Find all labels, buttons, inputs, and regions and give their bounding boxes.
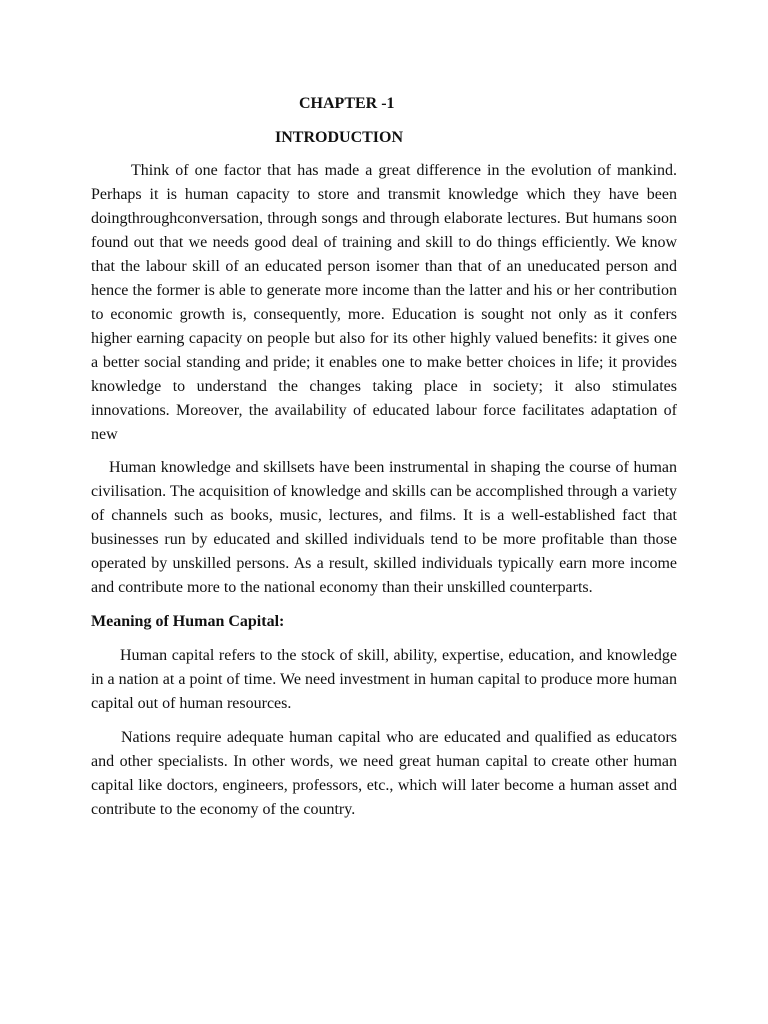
intro-paragraph-1: Think of one factor that has made a great difference in the evolution of mankind. Perhaps it is human capacity to store and transmit knowledge which they have been doingthroughconversation, through songs and through elaborate lectures. But humans soon found out that we needs good deal of training and skill to do things efficiently. We know that the labour skill of an educated person isomer than that of an uneducated person and hence the former is able to generate more income than the latter and his or her contribution to economic growth is, consequently, more. Education is sought not only as it confers higher earning capacity on people but also for its other highly valued benefits: it gives one a better social standing and pride; it enables one to make better choices in life; it provides knowledge to understand the changes taking place in society; it also stimulates innovations. Moreover, the availability of educated labour force facilitates adaptation of new	[91, 162, 677, 443]
intro-paragraph-2: Human knowledge and skillsets have been instrumental in shaping the course of human civilisation. The acquisition of knowledge and skills can be accomplished through a variety of channels such as books, music, lectures, and films. It is a well-established fact that businesses run by educated and skilled individuals tend to be more profitable than those operated by unskilled persons. As a result, skilled individuals typically earn more income and contribute more to the national economy than their unskilled counterparts.	[91, 459, 677, 596]
section-heading: Meaning of Human Capital:	[91, 613, 285, 630]
section-paragraph-2: Nations require adequate human capital who are educated and qualified as educators and other specialists. In other words, we need great human capital to create other human capital like doctors, engineers, professors, etc., which will later become a human asset and contribute to the economy of the country.	[91, 729, 677, 818]
document-page	[91, 92, 677, 822]
chapter-title: INTRODUCTION	[275, 129, 404, 146]
chapter-number: CHAPTER -1	[299, 95, 395, 112]
section-paragraph-1: Human capital refers to the stock of skill, ability, expertise, education, and knowledge in a nation at a point of time. We need investment in human capital to produce more human capital out of human resources.	[91, 647, 677, 712]
